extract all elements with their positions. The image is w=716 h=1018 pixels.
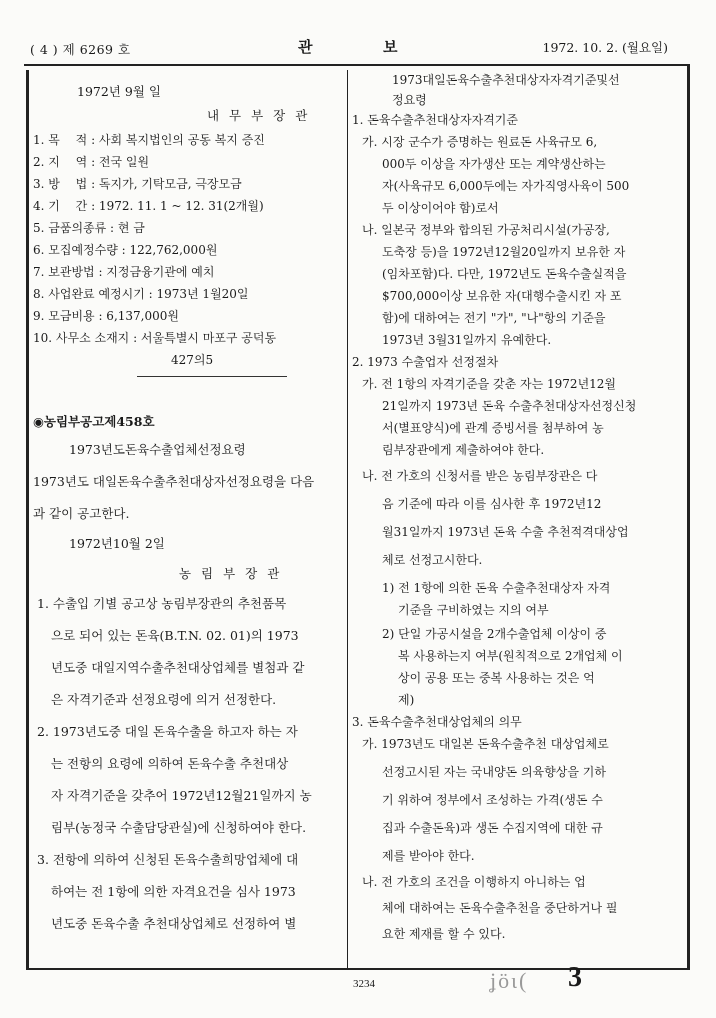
rule-line: 1973년 3월31일까지 유예한다. bbox=[382, 333, 552, 347]
item: 7. 보관방법 : 지정금융기관에 예치 bbox=[33, 265, 215, 279]
rule-line: 복 사용하는지 여부(원칙적으로 2개업체 이 bbox=[398, 649, 623, 663]
body-line: 으로 되어 있는 돈육(B.T.N. 02. 01)의 1973 bbox=[51, 628, 299, 643]
rule-line: 000두 이상을 자가생산 또는 계약생산하는 bbox=[382, 157, 606, 171]
gazette-title-2: 보 bbox=[383, 38, 398, 56]
body-line: 는 전항의 요령에 의하여 돈육수출 추천대상 bbox=[51, 756, 289, 771]
rule-line: 선정고시된 자는 국내양돈 의육향상을 기하 bbox=[382, 765, 606, 779]
body-line: 3. 전항에 의하여 신청된 돈육수출희망업체에 대 bbox=[37, 852, 299, 867]
item: 8. 사업완료 예정시기 : 1973년 1월20일 bbox=[33, 287, 249, 301]
page-mark: 3 bbox=[568, 962, 582, 993]
rule-line: 제를 받아야 한다. bbox=[382, 849, 475, 863]
issuer-2: 농 림 부 장 관 bbox=[179, 566, 283, 581]
body-line: 하여는 전 1항에 의한 자격요건을 심사 1973 bbox=[51, 884, 296, 899]
rule-line: 21일까지 1973년 돈육 수출추천대상자선정신청 bbox=[382, 399, 637, 413]
rule-line: 가. 1973년도 대일본 돈육수출추천 대상업체로 bbox=[362, 737, 609, 751]
item: 6. 모집예정수량 : 122,762,000원 bbox=[33, 243, 218, 257]
rule-line: 기 위하여 정부에서 조성하는 가격(생돈 수 bbox=[382, 793, 603, 807]
rule-line: 음 기준에 따라 이를 심사한 후 1972년12 bbox=[382, 497, 602, 511]
item: 3. 방 법 : 독지가, 기탁모금, 극장모금 bbox=[33, 177, 242, 191]
title-line: 1973대일돈육수출추천대상자자격기준및선 bbox=[392, 73, 620, 87]
rule-line: 자(사육규모 6,000두에는 자가직영사육이 500 bbox=[382, 179, 630, 193]
rule-line: 제) bbox=[398, 693, 415, 707]
rule-line: 집과 수출돈육)과 생돈 수집지역에 대한 규 bbox=[382, 821, 603, 835]
page-label: ( 4 ) bbox=[30, 42, 59, 57]
body-line: 년도중 돈육수출 추천대상업체로 선정하여 별 bbox=[51, 916, 297, 931]
rule-line: $700,000이상 보유한 자(대행수출시킨 자 포 bbox=[382, 289, 622, 303]
gazette-title-1: 관 bbox=[298, 38, 313, 56]
rule-line: 월31일까지 1973년 돈육 수출 추천적격대상업 bbox=[382, 525, 629, 539]
rule-line: 요한 제재를 할 수 있다. bbox=[382, 927, 506, 941]
rule-line: 상이 공용 또는 중복 사용하는 것은 억 bbox=[398, 671, 595, 685]
rule-line: 3. 돈육수출추천대상업체의 의무 bbox=[352, 715, 522, 729]
intro-line: 1973년도 대일돈육수출추천대상자선정요령을 다음 bbox=[33, 474, 315, 489]
rule-line: 나. 전 가호의 조건을 이행하지 아니하는 업 bbox=[362, 875, 586, 889]
page-number: 3234 bbox=[353, 978, 375, 990]
page-header bbox=[0, 0, 716, 70]
body-line: 2. 1973년도중 대일 돈육수출을 하고자 하는 자 bbox=[37, 724, 298, 739]
left-column bbox=[26, 70, 348, 970]
rule-line: 1) 전 1항에 의한 돈육 수출추천대상자 자격 bbox=[382, 581, 611, 595]
rule-line: 서(별표양식)에 관계 증빙서를 첨부하여 농 bbox=[382, 421, 604, 435]
rule-line: 체에 대하여는 돈육수출추천을 중단하거나 필 bbox=[382, 901, 618, 915]
item: 10. 사무소 소재지 : 서울특별시 마포구 공덕동 bbox=[33, 331, 277, 345]
body-line: 은 자격기준과 선정요령에 의거 선정한다. bbox=[51, 692, 277, 707]
right-column bbox=[348, 66, 690, 970]
ink-stamp: ʝöι( bbox=[490, 968, 529, 993]
issue-number bbox=[30, 40, 131, 58]
publication-date: 1972. 10. 2. (월요일) bbox=[542, 40, 668, 55]
body-line: 림부(농정국 수출담당관실)에 신청하여야 한다. bbox=[51, 820, 307, 835]
item: 5. 금품의종류 : 현 금 bbox=[33, 221, 145, 235]
notice-subtitle: 1973년도돈육수출업체선정요령 bbox=[69, 442, 246, 457]
rule-line: 림부장관에게 제출하여야 한다. bbox=[382, 443, 545, 457]
intro-line: 과 같이 공고한다. bbox=[33, 506, 130, 521]
rule-line: 가. 전 1항의 자격기준을 갖춘 자는 1972년12월 bbox=[362, 377, 617, 391]
item: 9. 모금비용 : 6,137,000원 bbox=[33, 309, 179, 323]
rule-line: 1. 돈육수출추천대상자자격기준 bbox=[352, 113, 518, 127]
item: 4. 기 간 : 1972. 11. 1 ~ 12. 31(2개월) bbox=[33, 199, 264, 213]
issue-label: 제 6269 호 bbox=[62, 42, 131, 57]
rule-line: 도축장 등)을 1972년12월20일까지 보유한 자 bbox=[382, 245, 626, 259]
rule-line: 기준을 구비하였는 지의 여부 bbox=[398, 603, 549, 617]
rule-line: 나. 전 가호의 신청서를 받은 농림부장관은 다 bbox=[362, 469, 598, 483]
body-line: 자 자격기준을 갖추어 1972년12월21일까지 농 bbox=[51, 788, 312, 803]
body-line: 1. 수출입 기별 공고상 농림부장관의 추천품목 bbox=[37, 596, 287, 611]
rule-line: 가. 시장 군수가 증명하는 원료돈 사육규모 6, bbox=[362, 135, 598, 149]
notice-heading: ◉농림부공고제458호 bbox=[33, 414, 155, 429]
page-body bbox=[26, 70, 688, 970]
rule-line: 함)에 대하여는 전기 "가", "나"항의 기준을 bbox=[382, 311, 606, 325]
rule-line: 두 이상이어야 함)로서 bbox=[382, 201, 499, 215]
item: 2. 지 역 : 전국 일원 bbox=[33, 155, 150, 169]
rule-line: 체로 선정고시한다. bbox=[382, 553, 483, 567]
issuer: 내 무 부 장 관 bbox=[207, 108, 311, 123]
section-divider bbox=[137, 376, 287, 377]
item: 1. 목 적 : 사회 복지법인의 공동 복지 증진 bbox=[33, 133, 265, 147]
address-cont: 427의5 bbox=[171, 353, 214, 367]
rule-line: (임차포함)다. 다만, 1972년도 돈육수출실적을 bbox=[382, 267, 627, 281]
rule-line: 2) 단일 가공시설을 2개수출업체 이상이 중 bbox=[382, 627, 607, 641]
notice-date: 1972년 9월 일 bbox=[77, 84, 161, 99]
title-line: 정요령 bbox=[392, 93, 427, 107]
notice-date-2: 1972년10월 2일 bbox=[69, 536, 165, 551]
rule-line: 나. 일본국 정부와 합의된 가공처리시설(가공장, bbox=[362, 223, 610, 237]
body-line: 년도중 대일지역수출추천대상업체를 별첨과 같 bbox=[51, 660, 305, 675]
rule-line: 2. 1973 수출업자 선정절차 bbox=[352, 355, 499, 369]
